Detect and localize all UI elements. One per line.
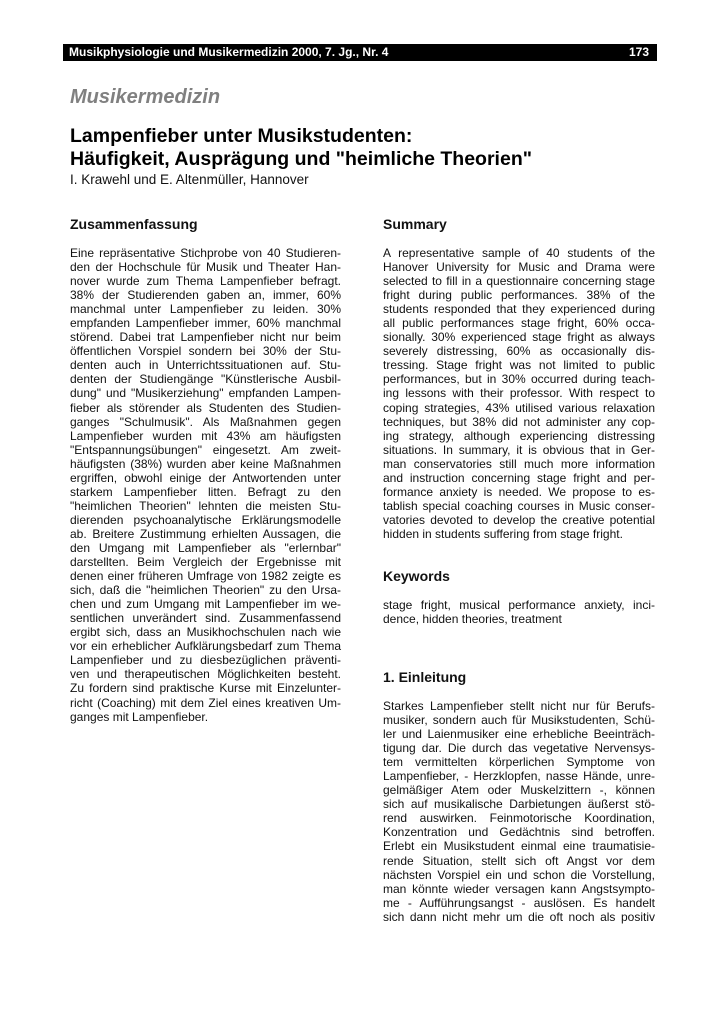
page-number: 173 bbox=[628, 45, 649, 59]
text-line: gelmäßiger Atem oder Muskelzittern -, können bbox=[383, 783, 655, 798]
text-line: ergriffen, obwohl einige der Antwortenden unter bbox=[70, 470, 341, 485]
text-line: all public performances stage fright, 60% occa- bbox=[383, 316, 655, 331]
text-line: ganges mit Lampenfieber. bbox=[70, 709, 209, 724]
text-line: sionally. 30% experienced stage fright as always bbox=[383, 330, 655, 345]
text-line: tressing. Stage fright was not limited to public bbox=[383, 358, 655, 373]
text-line: tem vermittelten körperlichen Symptome von bbox=[383, 755, 655, 770]
text-line: ing lessons with their professor. With respect to bbox=[383, 386, 655, 401]
text-line: ab. Breitere Zustimmung erhielten Aussagen, die bbox=[70, 526, 341, 541]
text-line: denen einer früheren Umfrage von 1982 zeigte es bbox=[70, 569, 341, 584]
text-line: sich dann nicht mehr um die oft noch als positiv bbox=[383, 909, 655, 924]
text-line: ler und Laienmusiker eine erhebliche Beeinträch- bbox=[383, 727, 655, 742]
text-line: Konzentration und Gedächtnis sind betroffen. bbox=[383, 825, 655, 840]
text-line: empfanden Lampenfieber immer, 60% manchmal bbox=[70, 316, 341, 331]
text-line: den Umgang mit Lampenfieber als "erlernbar" bbox=[70, 540, 341, 555]
text-line: Starkes Lampenfieber stellt nicht nur für Berufs- bbox=[383, 699, 655, 713]
text-line: sich auf musikalische Darbietungen äußerst stö- bbox=[383, 797, 655, 812]
keywords-text bbox=[383, 598, 655, 626]
text-line: dung" und "Musikerziehung" empfanden Lampen- bbox=[70, 386, 341, 401]
text-line: rende Situation, stellt sich oft Angst vor dem bbox=[383, 853, 655, 868]
zusammenfassung-text bbox=[70, 246, 341, 724]
text-line: den der Hochschule für Musik und Theater Han- bbox=[70, 260, 341, 275]
text-line: Eine repräsentative Stichprobe von 40 Studieren- bbox=[70, 246, 341, 260]
text-line: darstellten. Beim Vergleich der Ergebnisse mit bbox=[70, 555, 341, 570]
text-line: me - Aufführungsangst - auslösen. Es handelt bbox=[383, 895, 655, 910]
text-line: ing strategy, although experiencing distressing bbox=[383, 428, 655, 443]
text-line: sentlichen unverändert sind. Zusammenfassend bbox=[70, 611, 341, 626]
text-line: stage fright, musical performance anxiety, inci- bbox=[383, 598, 655, 612]
keywords-heading: Keywords bbox=[383, 568, 450, 584]
text-line: Lampenfieber wurden mit 43% am häufigsten bbox=[70, 428, 341, 443]
text-line: öffentlichen Vorspiel sondern bei 30% der Stu- bbox=[70, 344, 341, 359]
text-line: performances, but in 30% occurred during teach- bbox=[383, 372, 655, 387]
text-line: and instruction concerning stage fright and per- bbox=[383, 470, 655, 485]
summary-text bbox=[383, 246, 655, 541]
text-line: hidden in students suffering from stage fright. bbox=[383, 526, 623, 541]
summary-heading: Summary bbox=[383, 216, 447, 232]
text-line: students responded that they experienced during bbox=[383, 302, 655, 317]
running-header bbox=[63, 44, 657, 61]
text-line: man könnte wieder versagen kann Angstsympto- bbox=[383, 881, 655, 896]
text-line: häufigsten (38%) wurden aber keine Maßnahmen bbox=[70, 456, 341, 471]
zusammenfassung-heading: Zusammenfassung bbox=[70, 216, 198, 232]
text-line: starkem Lampenfieber litten. Befragt zu den bbox=[70, 484, 341, 499]
text-line: techniques, but 38% did not administer any cop- bbox=[383, 414, 655, 429]
text-line: chen und zum Umgang mit Lampenfieber im we- bbox=[70, 597, 341, 612]
text-line: dence, hidden theories, treatment bbox=[383, 612, 562, 627]
text-line: "heimlichen Theorien" lehnten die meisten Stu- bbox=[70, 498, 341, 513]
text-line: vatories devoted to develop the creative potential bbox=[383, 512, 655, 527]
text-line: Lampenfieber und zu diesbezüglichen präventi- bbox=[70, 653, 341, 668]
text-line: 38% der Studierenden gaben an, immer, 60% bbox=[70, 288, 341, 303]
text-line: fieber als störender als Studenten des Studien- bbox=[70, 400, 341, 415]
text-line: denten auch in Unterrichtssituationen auf. Stu- bbox=[70, 358, 341, 373]
text-line: vor ein erheblicher Aufklärungsbedarf zum Thema bbox=[70, 639, 341, 654]
text-line: Zu fordern sind praktische Kurse mit Einzelunter- bbox=[70, 681, 341, 696]
text-line: Hanover University for Music and Drama were bbox=[383, 260, 655, 275]
text-line: nover wurde zum Thema Lampenfieber befragt. bbox=[70, 274, 341, 289]
text-line: tigung dar. Die durch das vegetative Nervensys- bbox=[383, 741, 655, 756]
text-line: coping strategies, 43% utilised various relaxation bbox=[383, 400, 655, 415]
text-line: Lampenfieber, - Herzklopfen, nasse Hände, unre- bbox=[383, 769, 655, 784]
einleitung-text bbox=[383, 699, 655, 924]
journal-info: Musikphysiologie und Musikermedizin 2000, 7. Jg., Nr. 4 bbox=[69, 45, 389, 59]
text-line: nächsten Vorspiel ein und schon die Vorstellung, bbox=[383, 867, 655, 882]
text-line: ven und therapeutischen Möglichkeiten besteht. bbox=[70, 667, 341, 682]
authors: I. Krawehl und E. Altenmüller, Hannover bbox=[70, 172, 309, 187]
text-line: richt (Coaching) mit dem Ziel eines kreativen Um- bbox=[70, 695, 341, 710]
text-line: tablish special coaching courses in Music conser- bbox=[383, 498, 655, 513]
text-line: musiker, sondern auch für Musikstudenten, Schü- bbox=[383, 713, 655, 728]
text-line: sich, daß die "heimlichen Theorien" zu den Ursa- bbox=[70, 583, 341, 598]
text-line: fright during public performances. 38% of the bbox=[383, 288, 655, 303]
text-line: denten der Studiengänge "Künstlerische Ausbil- bbox=[70, 372, 341, 387]
text-line: störend. Dabei trat Lampenfieber nicht nur beim bbox=[70, 330, 341, 345]
section-label: Musikermedizin bbox=[70, 86, 221, 108]
text-line: dierenden psychoanalytische Erklärungsmodelle bbox=[70, 512, 341, 527]
einleitung-heading: 1. Einleitung bbox=[383, 669, 467, 685]
article-title bbox=[70, 125, 532, 171]
text-line: rend auswirken. Feinmotorische Koordination, bbox=[383, 811, 655, 826]
text-line: ergibt sich, dass an Musikhochschulen nach wie bbox=[70, 625, 341, 640]
text-line: situations. In summary, it is obvious that in Ger- bbox=[383, 442, 655, 457]
text-line: Erlebt ein Musikstudent einmal eine traumatisie- bbox=[383, 839, 655, 854]
text-line: "Entspannungsübungen" eingesetzt. Am zweit- bbox=[70, 442, 341, 457]
title-line: Häufigkeit, Ausprägung und "heimliche Theorien" bbox=[70, 148, 532, 170]
text-line: selected to fill in a questionnaire concerning stage bbox=[383, 274, 655, 289]
text-line: ganges "Schulmusik". Als Maßnahmen gegen bbox=[70, 414, 341, 429]
text-line: manchmal unter Lampenfieber zu leiden. 30% bbox=[70, 302, 341, 317]
title-line: Lampenfieber unter Musikstudenten: bbox=[70, 125, 413, 147]
text-line: severely distressing, 60% as occasionally dis- bbox=[383, 344, 655, 359]
text-line: formance anxiety is needed. We propose to es- bbox=[383, 484, 655, 499]
text-line: A representative sample of 40 students of the bbox=[383, 246, 655, 260]
text-line: man conservatories still much more information bbox=[383, 456, 655, 471]
